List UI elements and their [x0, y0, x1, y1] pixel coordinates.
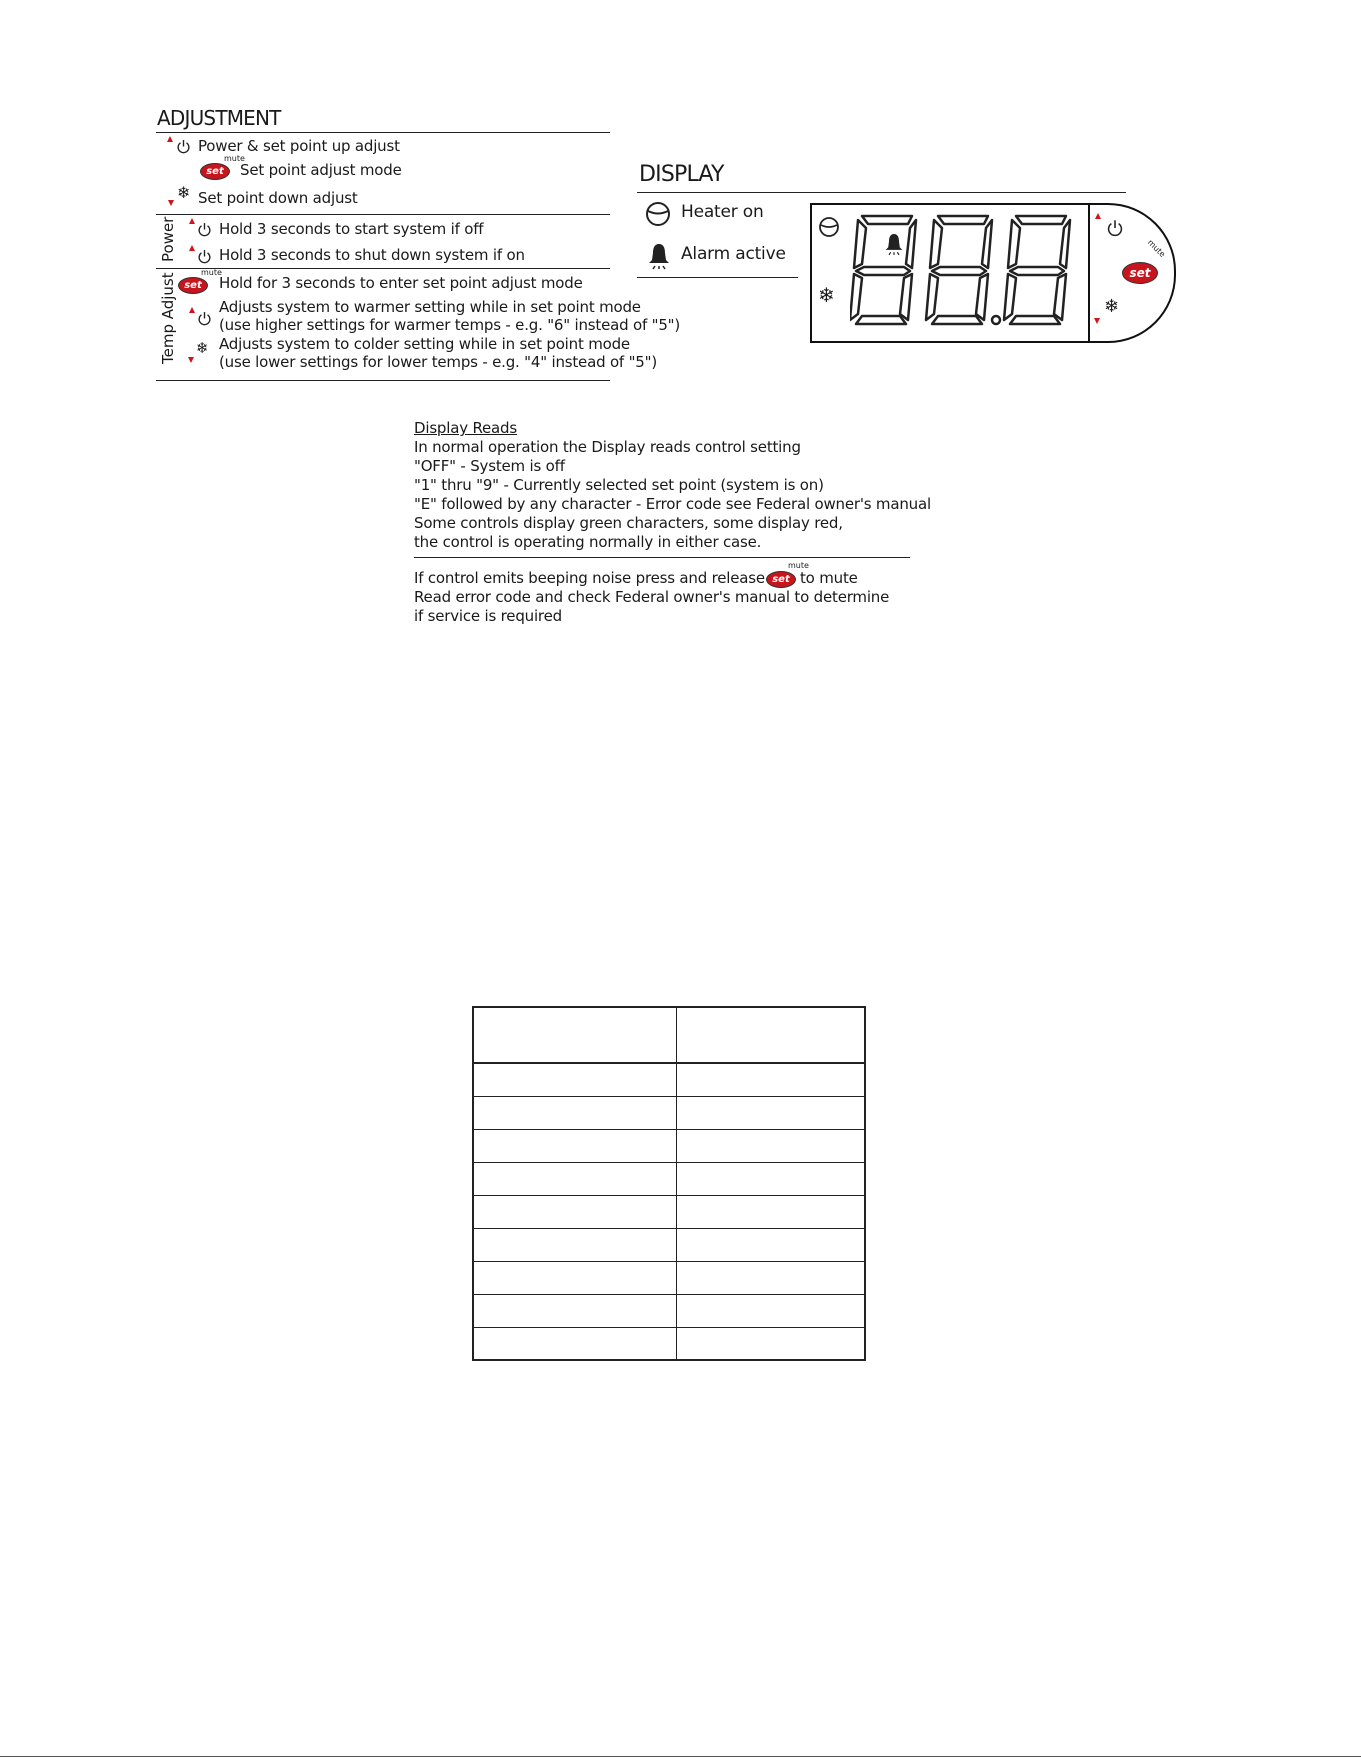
- reads-line: Some controls display green characters, some display red,: [414, 514, 843, 532]
- power-icon: [197, 222, 212, 237]
- alarm-bell-icon: [647, 242, 671, 270]
- reads-line: In normal operation the Display reads control setting: [414, 438, 801, 456]
- error-instruction-text: if service is required: [414, 607, 562, 625]
- down-arrow-icon: [1094, 318, 1100, 324]
- temp-warm-text: Adjusts system to warmer setting while in set point mode: [219, 298, 641, 316]
- power-section-label: Power: [159, 216, 177, 262]
- table-cell: [473, 1294, 677, 1327]
- power-up-button[interactable]: [1106, 219, 1124, 237]
- heater-indicator-icon: [818, 216, 840, 238]
- power-icon: [197, 311, 212, 326]
- divider: [156, 214, 610, 215]
- seven-segment-digits: [850, 210, 1080, 330]
- temp-cold-text: Adjusts system to colder setting while in set point mode: [219, 335, 630, 353]
- reads-line: the control is operating normally in either case.: [414, 533, 762, 551]
- mute-instruction-text: If control emits beeping noise press and release: [414, 569, 765, 587]
- set-mode-text: Set point adjust mode: [240, 161, 402, 179]
- snowflake-icon: ❄: [177, 183, 191, 202]
- heater-text: Heater on: [681, 202, 764, 222]
- table-row: [473, 1327, 865, 1360]
- snowflake-icon: ❄: [196, 339, 209, 357]
- set-button-icon: set: [766, 571, 796, 588]
- divider: [156, 268, 610, 269]
- table-row: [473, 1195, 865, 1228]
- reads-line: "E" followed by any character - Error code see Federal owner's manual: [414, 495, 931, 513]
- adjust-down-text: Set point down adjust: [198, 189, 358, 207]
- alarm-text: Alarm active: [681, 244, 786, 264]
- table-cell: [677, 1162, 866, 1195]
- down-snowflake-button[interactable]: ❄: [1104, 296, 1120, 317]
- table-cell: [677, 1195, 866, 1228]
- cooling-indicator-icon: ❄: [818, 283, 835, 307]
- table-cell: [473, 1228, 677, 1261]
- set-button[interactable]: set: [1122, 262, 1158, 284]
- up-arrow-icon: [1095, 213, 1101, 219]
- table-cell: [473, 1063, 677, 1096]
- up-arrow-icon: [167, 136, 173, 142]
- mute-label: mute: [788, 561, 809, 570]
- up-arrow-icon: [189, 307, 195, 313]
- table-cell: [473, 1327, 677, 1360]
- down-arrow-icon: [188, 357, 194, 363]
- power-icon: [176, 139, 191, 154]
- error-instruction-text: Read error code and check Federal owner's manual to determine: [414, 588, 890, 606]
- adjust-up-text: Power & set point up adjust: [198, 137, 400, 155]
- table-cell: [677, 1063, 866, 1096]
- heater-icon: [645, 201, 671, 227]
- display-reads-title: Display Reads: [414, 419, 517, 437]
- table-row: [473, 1261, 865, 1294]
- mute-label: mute: [1145, 237, 1168, 260]
- mute-instruction-end: to mute: [800, 569, 858, 587]
- reads-line: "OFF" - System is off: [414, 457, 565, 475]
- table-cell: [677, 1096, 866, 1129]
- table-cell: [473, 1129, 677, 1162]
- table-cell: [677, 1294, 866, 1327]
- display-title: DISPLAY: [639, 162, 724, 187]
- mute-label: mute: [224, 154, 245, 163]
- table-row: [473, 1162, 865, 1195]
- table-cell: [473, 1195, 677, 1228]
- divider: [156, 132, 610, 133]
- table-cell: [473, 1261, 677, 1294]
- temp-hold-text: Hold for 3 seconds to enter set point adjust mode: [219, 274, 583, 292]
- table-cell: [473, 1096, 677, 1129]
- table-cell: [473, 1162, 677, 1195]
- table-cell: [473, 1007, 677, 1063]
- set-button-icon: set: [200, 163, 230, 180]
- power-shutdown-text: Hold 3 seconds to shut down system if on: [219, 246, 525, 264]
- divider: [637, 277, 798, 278]
- table-row: [473, 1096, 865, 1129]
- set-button-icon: set: [178, 277, 208, 294]
- table-cell: [677, 1007, 866, 1063]
- divider: [414, 557, 910, 558]
- divider: [637, 192, 1126, 193]
- table-row: [473, 1294, 865, 1327]
- temp-cold-example: (use lower settings for lower temps - e.g. "4" instead of "5"): [219, 353, 657, 371]
- reads-line: "1" thru "9" - Currently selected set point (system is on): [414, 476, 824, 494]
- mute-label: mute: [201, 268, 222, 277]
- power-start-text: Hold 3 seconds to start system if off: [219, 220, 484, 238]
- table-cell: [677, 1261, 866, 1294]
- table-row: [473, 1129, 865, 1162]
- adjustment-title: ADJUSTMENT: [157, 106, 281, 130]
- down-arrow-icon: [168, 200, 174, 206]
- table-row: [473, 1228, 865, 1261]
- divider: [156, 380, 610, 381]
- table-cell: [677, 1129, 866, 1162]
- empty-table: [472, 1006, 866, 1361]
- up-arrow-icon: [189, 245, 195, 251]
- power-icon: [197, 249, 212, 264]
- temp-warm-example: (use higher settings for warmer temps - e.g. "6" instead of "5"): [219, 316, 681, 334]
- table-cell: [677, 1228, 866, 1261]
- page-bottom-rule: [0, 1756, 1361, 1757]
- table-row: [473, 1063, 865, 1096]
- temp-adjust-section-label: Temp Adjust: [159, 272, 177, 364]
- table-cell: [677, 1327, 866, 1360]
- table-header-row: [473, 1007, 865, 1063]
- up-arrow-icon: [189, 218, 195, 224]
